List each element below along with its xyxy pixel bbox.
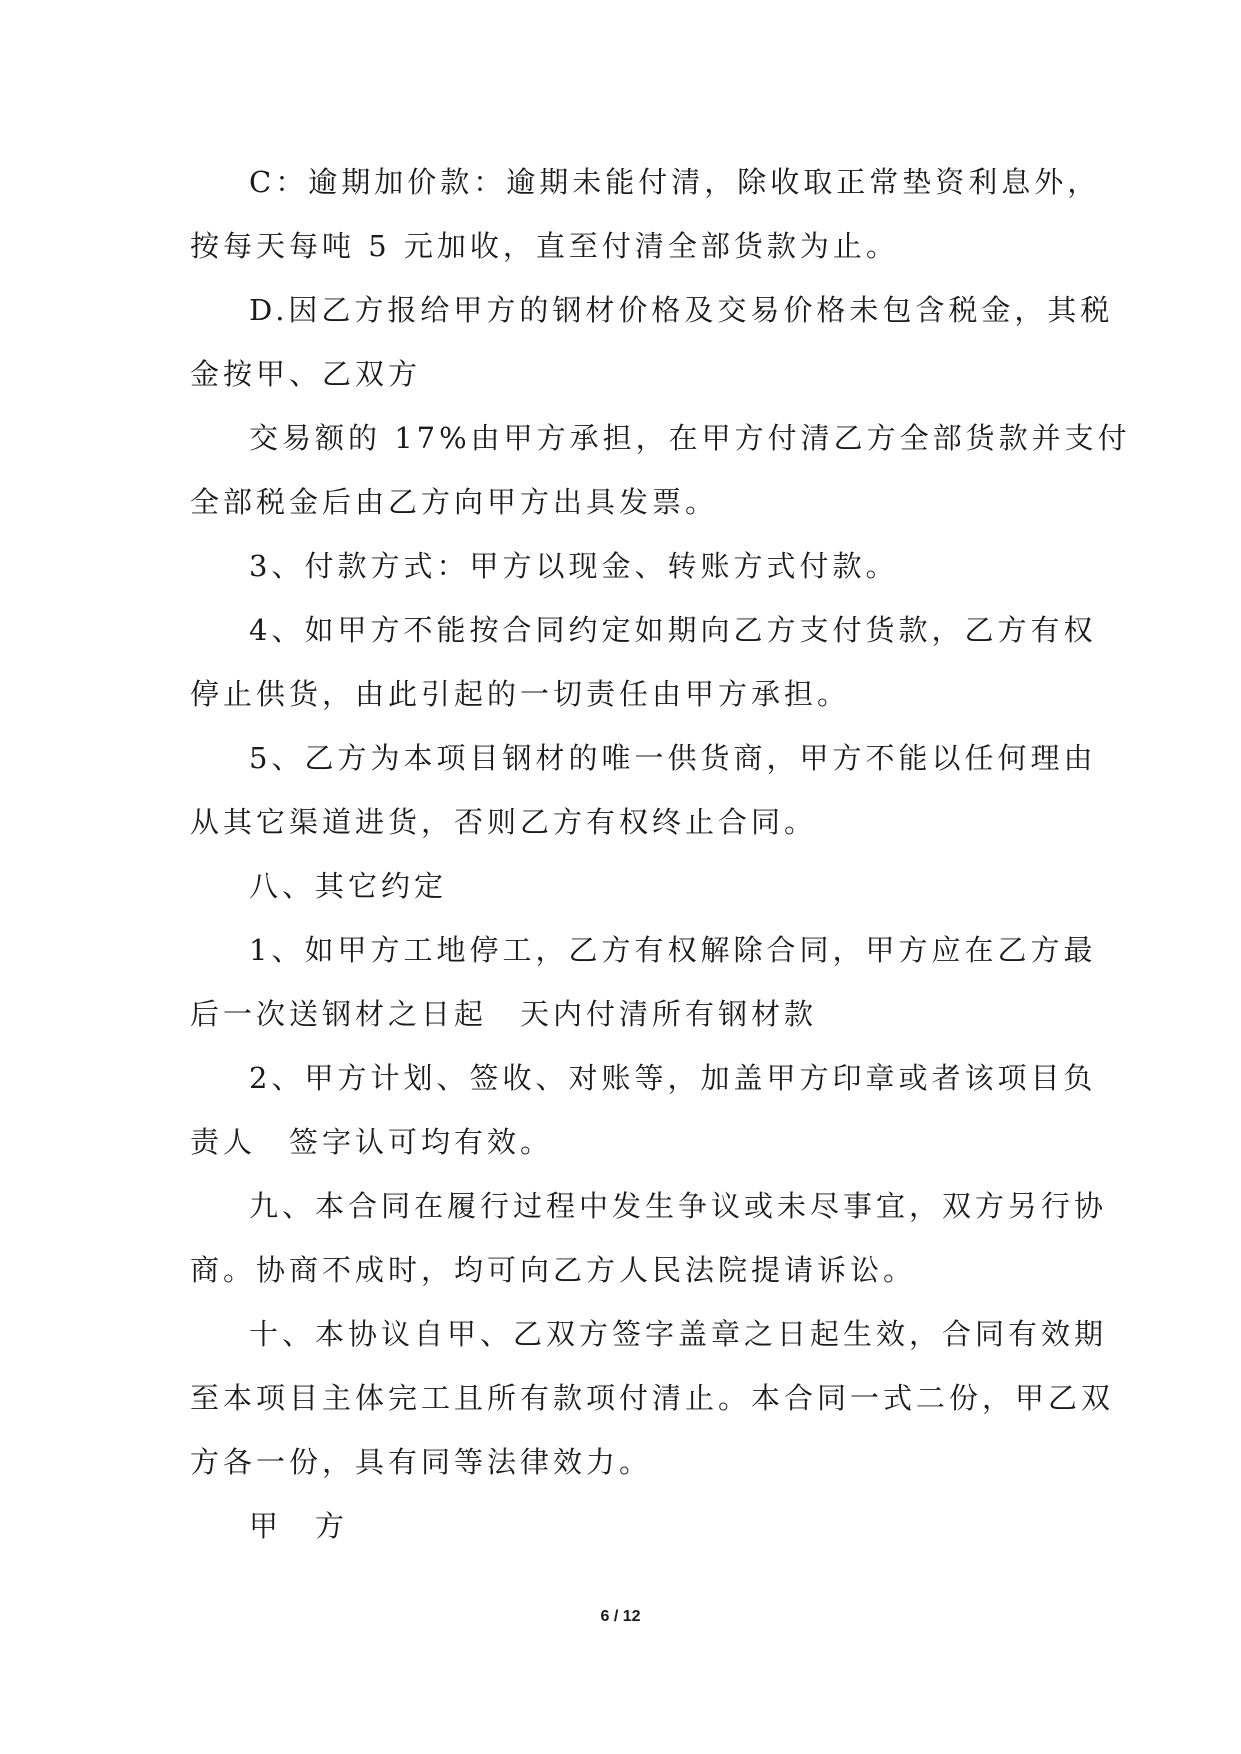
text-line-9-cont: 商。协商不成时，均可向乙方人民法院提请诉讼。 <box>190 1253 917 1287</box>
text-line-clause-3: 3、付款方式：甲方以现金、转账方式付款。 <box>249 549 899 583</box>
section-heading-8: 八、其它约定 <box>249 869 448 903</box>
text-line-tax-rate-cont: 全部税金后由乙方向甲方出具发票。 <box>190 485 719 519</box>
text-line-8-1-cont: 后一次送钢材之日起 天内付清所有钢材款 <box>190 997 818 1031</box>
text-line-8-2: 2、甲方计划、签收、对账等，加盖甲方印章或者该项目负 <box>249 1061 1097 1095</box>
text-line-c-overdue-cont: 按每天每吨 5 元加收，直至付清全部货款为止。 <box>190 229 899 263</box>
text-line-tax-rate: 交易额的 17%由甲方承担，在甲方付清乙方全部货款并支付 <box>249 421 1131 455</box>
text-line-10-cont: 至本项目主体完工且所有款项付清止。本合同一式二份，甲乙双 <box>190 1381 1115 1415</box>
document-body <box>190 150 1131 1558</box>
page-number: 6 / 12 <box>600 1608 641 1625</box>
text-line-clause-5-cont: 从其它渠道进货，否则乙方有权终止合同。 <box>190 805 818 839</box>
text-line-clause-4-cont: 停止供货，由此引起的一切责任由甲方承担。 <box>190 677 851 711</box>
text-line-clause-5: 5、乙方为本项目钢材的唯一供货商，甲方不能以任何理由 <box>249 741 1097 775</box>
text-line-8-2-cont: 责人 签字认可均有效。 <box>190 1125 554 1159</box>
section-heading-9: 九、本合同在履行过程中发生争议或未尽事宜，双方另行协 <box>249 1189 1108 1223</box>
text-line-d-tax: D.因乙方报给甲方的钢材价格及交易价格未包含税金，其税 <box>249 293 1114 327</box>
text-line-c-overdue: C：逾期加价款：逾期未能付清，除收取正常垫资利息外， <box>249 165 1101 199</box>
text-line-8-1: 1、如甲方工地停工，乙方有权解除合同，甲方应在乙方最 <box>249 933 1097 967</box>
text-line-10-cont-2: 方各一份，具有同等法律效力。 <box>190 1445 653 1479</box>
text-line-d-tax-cont: 金按甲、乙双方 <box>190 357 422 391</box>
section-heading-10: 十、本协议自甲、乙双方签字盖章之日起生效，合同有效期 <box>249 1317 1108 1351</box>
text-line-clause-4: 4、如甲方不能按合同约定如期向乙方支付货款，乙方有权 <box>249 613 1097 647</box>
signature-party-a-label: 甲 方 <box>249 1509 349 1543</box>
